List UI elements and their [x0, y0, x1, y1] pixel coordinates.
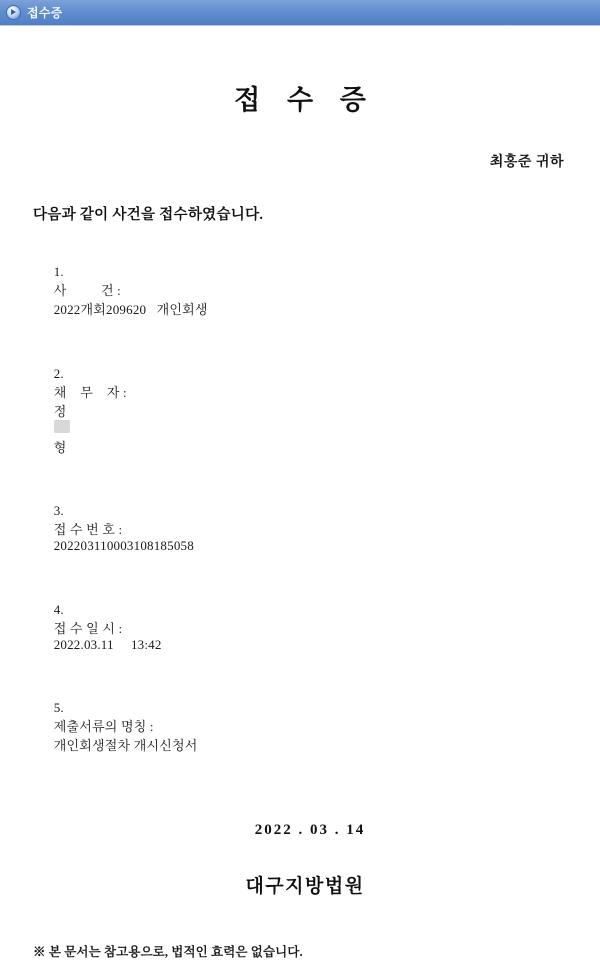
redaction-mask [54, 420, 70, 433]
footnote: ※ 본 문서는 참고용으로, 법적인 효력은 없습니다. [33, 945, 303, 959]
item-label: 접 수 일 시 : [53, 620, 126, 636]
list-item [33, 487, 600, 570]
document-page [0, 78, 600, 959]
list-item [33, 350, 600, 472]
court-name: 대구지방법원 [245, 876, 365, 897]
list-item [33, 248, 600, 334]
item-number: 4. [53, 601, 64, 617]
item-number: 3. [53, 503, 64, 518]
lead-sentence: 다음과 같이 사건을 접수하였습니다. [33, 207, 264, 223]
item-number: 2. [53, 365, 64, 381]
addressee: 최홍준 귀하 [489, 155, 564, 170]
play-circle-icon [6, 5, 21, 20]
item-value: 개인회생절차 개시신청서 [53, 738, 198, 753]
item-value: 202203110003108185058 [53, 538, 194, 553]
item-list [0, 248, 600, 770]
item-number: 5. [53, 700, 64, 715]
page-title: 접 수 증 [234, 85, 376, 115]
item-value-tail: 형 [53, 439, 67, 455]
window-title: 접수증 [27, 6, 63, 20]
item-value: 2022.03.11 13:42 [53, 636, 162, 652]
item-label: 제출서류의 명칭 : [53, 719, 158, 734]
item-label: 접 수 번 호 : [53, 522, 126, 537]
item-number: 1. [53, 264, 64, 279]
item-value: 2022개회209620 개인회생 [53, 302, 208, 317]
item-value: 정 [53, 403, 67, 419]
list-item [33, 684, 600, 770]
issue-date: 2022 . 03 . 14 [254, 822, 366, 838]
item-label: 채 무 자 : [53, 384, 131, 400]
list-item [33, 586, 600, 669]
item-label: 사 건 : [53, 283, 125, 298]
window-titlebar [0, 0, 600, 26]
